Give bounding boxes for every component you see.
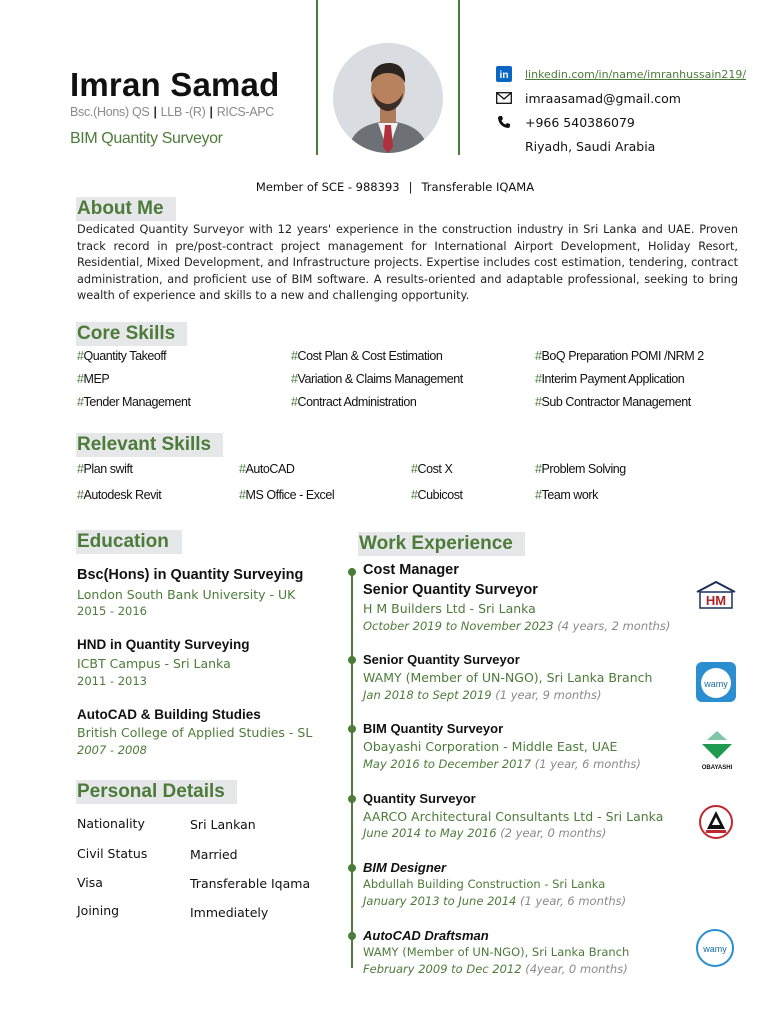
timeline-dot	[348, 864, 356, 872]
contact-phone	[495, 112, 635, 132]
qualification-rics: RICS-APC	[216, 105, 275, 119]
contact-email	[495, 88, 681, 108]
svg-text:in: in	[499, 70, 509, 81]
work-period: October 2019 to November 2023 (4 years, 2 months)	[363, 619, 671, 633]
core-skill-item: #MEP	[77, 372, 110, 386]
work-company: Abdullah Building Construction - Sri Lanka	[363, 877, 606, 891]
phone-icon	[495, 113, 513, 131]
work-title: BIM Designer	[363, 860, 447, 875]
relevant-skill-item: #Autodesk Revit	[77, 488, 162, 502]
relevant-skill-item: #Team work	[535, 488, 598, 502]
svg-text:wamy: wamy	[703, 944, 727, 954]
education-years: 2011 - 2013	[77, 674, 147, 688]
profile-photo	[333, 43, 443, 153]
relevant-skills-heading: Relevant Skills	[76, 433, 223, 457]
membership-iqama: Transferable IQAMA	[421, 180, 535, 194]
qualification-separator: |	[153, 105, 157, 119]
work-title: Senior Quantity Surveyor	[363, 652, 520, 667]
core-skill-item: #Sub Contractor Management	[535, 395, 691, 409]
qualification-bsc: Bsc.(Hons) QS	[70, 105, 150, 119]
work-experience-heading: Work Experience	[358, 532, 525, 556]
work-title-secondary: Senior Quantity Surveyor	[363, 582, 538, 598]
envelope-icon	[495, 89, 513, 107]
wamy-logo	[696, 662, 736, 706]
svg-text:OBAYASHI: OBAYASHI	[701, 765, 733, 771]
timeline-dot	[348, 795, 356, 803]
hm-builders-logo	[695, 580, 737, 614]
personal-value: Married	[190, 847, 238, 862]
timeline-dot	[348, 725, 356, 733]
core-skill-item: #Quantity Takeoff	[77, 349, 167, 363]
work-company: WAMY (Member of UN-NGO), Sri Lanka Branch	[363, 945, 630, 959]
about-heading: About Me	[76, 197, 176, 221]
relevant-skill-item: #Cost X	[411, 462, 453, 476]
core-skill-item: #Tender Management	[77, 395, 191, 409]
education-degree: HND in Quantity Surveying	[77, 637, 250, 652]
timeline-dot	[348, 568, 356, 576]
relevant-skill-item: #MS Office - Excel	[239, 488, 335, 502]
core-skill-item: #BoQ Preparation POMI /NRM 2	[535, 349, 704, 363]
education-school: British College of Applied Studies - SL	[77, 725, 313, 740]
education-heading: Education	[76, 530, 182, 554]
personal-value: Immediately	[190, 905, 269, 920]
work-period: January 2013 to June 2014 (1 year, 6 months)	[363, 894, 627, 908]
wamy-logo	[694, 928, 736, 972]
qualification-llb: LLB -(R)	[160, 105, 206, 119]
relevant-skill-item: #AutoCAD	[239, 462, 295, 476]
personal-label: Joining	[77, 903, 120, 918]
relevant-skill-item: #Plan swift	[77, 462, 133, 476]
relevant-skill-item: #Cubicost	[411, 488, 463, 502]
membership-separator: |	[408, 180, 413, 194]
core-skill-item: #Interim Payment Application	[535, 372, 685, 386]
header-divider-left	[316, 0, 318, 155]
work-company: Obayashi Corporation - Middle East, UAE	[363, 739, 618, 754]
relevant-skill-item: #Problem Solving	[535, 462, 626, 476]
contact-location	[495, 136, 655, 156]
work-period: Jan 2018 to Sept 2019 (1 year, 9 months)	[363, 688, 602, 702]
work-title: AutoCAD Draftsman	[363, 928, 489, 943]
qualification-separator: |	[209, 105, 213, 119]
personal-value: Sri Lankan	[190, 817, 256, 832]
timeline-dot	[348, 656, 356, 664]
core-skill-item: #Variation & Claims Management	[291, 372, 463, 386]
work-company: AARCO Architectural Consultants Ltd - Sri Lanka	[363, 809, 664, 824]
core-skill-item: #Contract Administration	[291, 395, 417, 409]
work-title: Quantity Surveyor	[363, 791, 476, 806]
core-skills-heading: Core Skills	[76, 322, 187, 346]
work-timeline	[351, 568, 353, 968]
timeline-dot	[348, 932, 356, 940]
candidate-name: Imran Samad	[70, 66, 280, 103]
core-skill-item: #Cost Plan & Cost Estimation	[291, 349, 443, 363]
work-title: BIM Quantity Surveyor	[363, 721, 504, 736]
svg-text:HM: HM	[705, 593, 727, 608]
personal-label: Visa	[77, 875, 103, 890]
contact-linkedin	[495, 64, 746, 84]
personal-label: Civil Status	[77, 846, 148, 861]
education-degree: Bsc(Hons) in Quantity Surveying	[77, 567, 304, 583]
work-period: February 2009 to Dec 2012 (4year, 0 months)	[363, 962, 628, 976]
linkedin-link[interactable]: linkedin.com/in/name/imranhussain219/	[525, 67, 747, 81]
work-company: H M Builders Ltd - Sri Lanka	[363, 601, 536, 616]
education-years: 2015 - 2016	[77, 604, 147, 618]
qualifications	[70, 105, 274, 119]
membership-sce: Member of SCE - 988393	[255, 180, 400, 194]
linkedin-icon[interactable]	[495, 65, 513, 83]
education-school: ICBT Campus - Sri Lanka	[77, 656, 231, 671]
work-company: WAMY (Member of UN-NGO), Sri Lanka Branch	[363, 670, 653, 685]
personal-label: Nationality	[77, 816, 145, 831]
about-text: Dedicated Quantity Surveyor with 12 years' experience in the construction industry in Sri Lanka and UAE. Proven track record in pre/post-contract project management for International Airport Development, Holiday Resort, Residential, Mixed Development, and Infrastructure projects. Expertise includes cost estimation, tendering, contract administration, and proficient use of BIM software. A results-oriented and adaptable professional, seeking to bring wealth of experience and skills to a new and challenging opportunity.	[77, 223, 738, 302]
job-title: BIM Quantity Surveyor	[70, 130, 223, 147]
aarco-logo	[698, 804, 734, 844]
work-period: June 2014 to May 2016 (2 year, 0 months)	[363, 826, 607, 840]
work-title: Cost Manager	[363, 562, 459, 578]
location-text: Riyadh, Saudi Arabia	[525, 138, 656, 154]
email-text[interactable]: imraasamad@gmail.com	[525, 90, 681, 106]
phone-text[interactable]: +966 540386079	[525, 114, 635, 130]
membership-line	[0, 180, 768, 194]
work-period: May 2016 to December 2017 (1 year, 6 months)	[363, 757, 641, 771]
header-divider-right	[458, 0, 460, 155]
education-degree: AutoCAD & Building Studies	[77, 707, 261, 722]
education-years: 2007 - 2008	[77, 743, 147, 757]
education-school: London South Bank University - UK	[77, 587, 296, 602]
svg-text:wamy: wamy	[704, 679, 728, 689]
personal-value: Transferable Iqama	[190, 876, 311, 891]
personal-details-heading: Personal Details	[76, 780, 237, 804]
obayashi-logo	[698, 730, 736, 776]
